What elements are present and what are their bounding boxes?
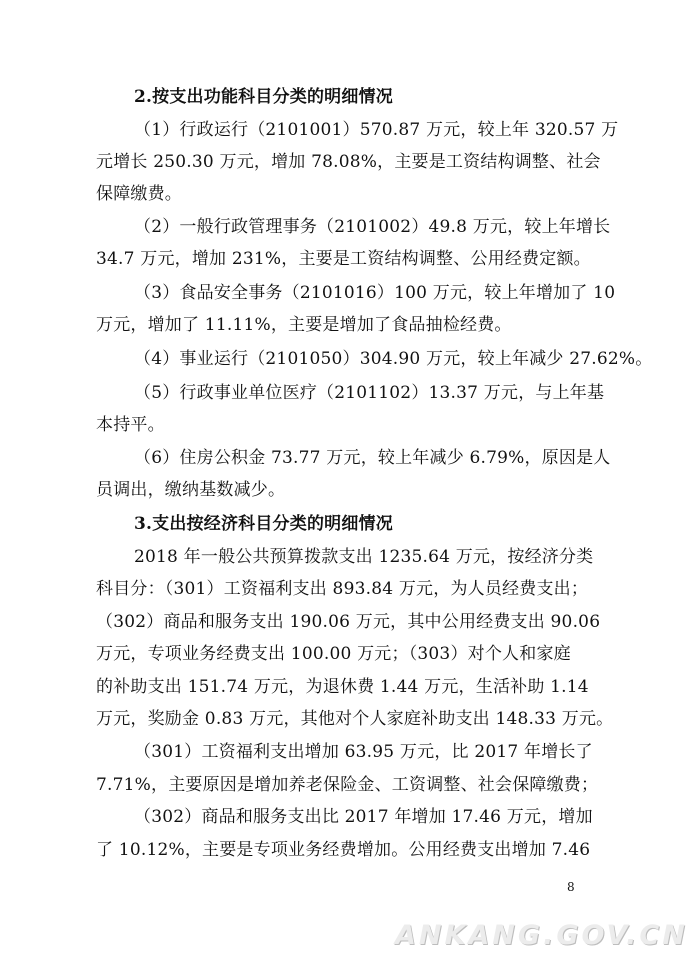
paragraph-line: 员调出，缴纳基数减少。 bbox=[96, 480, 286, 500]
paragraph-line: （1）行政运行（2101001）570.87 万元，较上年 320.57 万 bbox=[134, 120, 619, 140]
paragraph-line: 万元，专项业务经费支出 100.00 万元；（303）对个人和家庭 bbox=[96, 644, 571, 664]
paragraph-line: 万元，奖励金 0.83 万元，其他对个人家庭补助支出 148.33 万元。 bbox=[96, 709, 614, 729]
paragraph-line: （5）行政事业单位医疗（2101102）13.37 万元，与上年基 bbox=[134, 383, 605, 403]
paragraph-line: 2018 年一般公共预算拨款支出 1235.64 万元，按经济分类 bbox=[134, 547, 594, 567]
paragraph-line: 的补助支出 151.74 万元，为退休费 1.44 万元，生活补助 1.14 bbox=[96, 677, 589, 697]
site-watermark: ANKANG.GOV.CN bbox=[395, 920, 688, 951]
paragraph-line: （302）商品和服务支出 190.06 万元，其中公用经费支出 90.06 bbox=[96, 612, 601, 632]
page-number: 8 bbox=[567, 880, 575, 894]
paragraph-line: 34.7 万元，增加 231%，主要是工资结构调整、公用经费定额。 bbox=[96, 249, 591, 269]
paragraph-line: 万元，增加了 11.11%，主要是增加了食品抽检经费。 bbox=[96, 315, 512, 335]
paragraph-line: 科目分：（301）工资福利支出 893.84 万元，为人员经费支出； bbox=[96, 579, 589, 599]
paragraph-line: （6）住房公积金 73.77 万元，较上年减少 6.79%，原因是人 bbox=[134, 448, 611, 468]
paragraph-line: （4）事业运行（2101050）304.90 万元，较上年减少 27.62%。 bbox=[134, 349, 653, 369]
heading-economic-category: 3.支出按经济科目分类的明细情况 bbox=[134, 514, 393, 534]
paragraph-line: （301）工资福利支出增加 63.95 万元，比 2017 年增长了 bbox=[134, 742, 593, 762]
paragraph-line: （3）食品安全事务（2101016）100 万元，较上年增加了 10 bbox=[134, 283, 616, 303]
heading-function-category: 2.按支出功能科目分类的明细情况 bbox=[134, 87, 393, 107]
paragraph-line: （2）一般行政管理事务（2101002）49.8 万元，较上年增长 bbox=[134, 217, 611, 237]
paragraph-line: 了 10.12%，主要是专项业务经费增加。公用经费支出增加 7.46 bbox=[96, 840, 591, 860]
paragraph-line: （302）商品和服务支出比 2017 年增加 17.46 万元，增加 bbox=[134, 807, 593, 827]
paragraph-line: 本持平。 bbox=[96, 415, 165, 435]
paragraph-line: 保障缴费。 bbox=[96, 184, 182, 204]
paragraph-line: 7.71%，主要原因是增加养老保险金、工资调整、社会保障缴费； bbox=[96, 775, 599, 795]
paragraph-line: 元增长 250.30 万元，增加 78.08%，主要是工资结构调整、社会 bbox=[96, 152, 601, 172]
